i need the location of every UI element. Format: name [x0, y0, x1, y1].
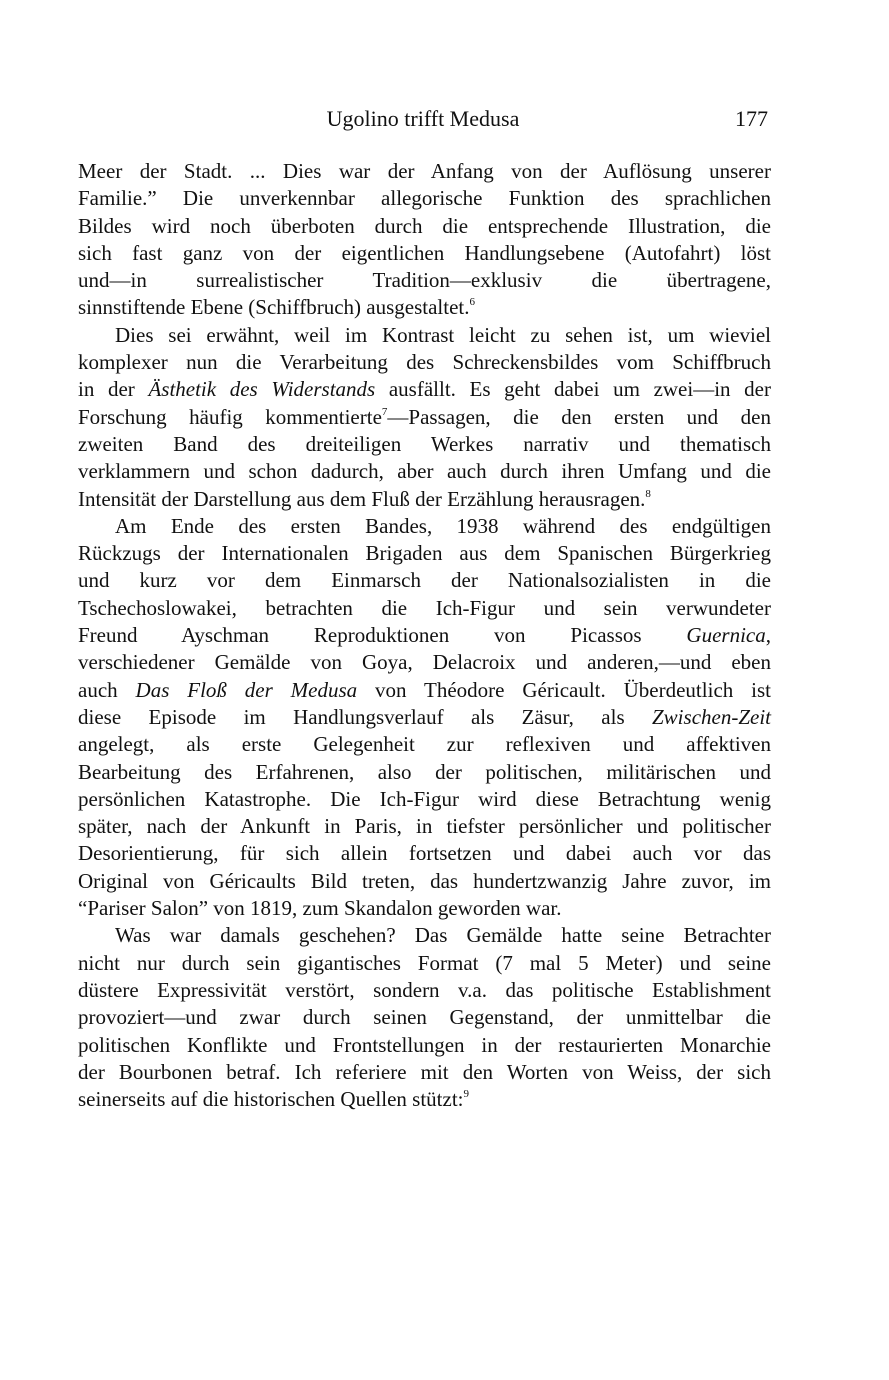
line-text: Dies sei erwähnt, weil im Kontrast leicht zu sehen ist, um wieviel — [115, 322, 771, 347]
line-text: auch — [78, 677, 136, 702]
paragraph — [78, 322, 771, 513]
page-number: 177 — [735, 106, 768, 131]
line-text: später, nach der Ankunft in Paris, in tiefster persönlicher und politischer — [78, 814, 771, 839]
footnote-marker: 6 — [469, 296, 475, 309]
text-line — [78, 458, 771, 485]
line-text: Forschung häufig kommentierte — [78, 404, 382, 429]
text-line — [78, 322, 771, 349]
text-line — [78, 622, 771, 649]
footnote-marker: 9 — [463, 1088, 469, 1101]
text-line — [78, 731, 771, 758]
text-line — [78, 813, 771, 840]
line-text: provoziert—und zwar durch seinen Gegenstand, der unmittelbar die — [78, 1005, 771, 1030]
text-line — [78, 376, 771, 403]
text-line — [78, 486, 771, 513]
italic-title: Guernica — [686, 623, 766, 648]
line-text: diese Episode im Handlungsverlauf als Zäsur, als — [78, 704, 652, 729]
line-text: nicht nur durch sein gigantisches Format (7 mal 5 Meter) und seine — [78, 950, 771, 975]
line-text: in der — [78, 377, 149, 402]
text-line — [78, 513, 771, 540]
line-text: von Théodore Géricault. Überdeutlich ist — [357, 677, 771, 702]
text-line — [78, 922, 771, 949]
line-text: der Bourbonen betraf. Ich referiere mit den Worten von Weiss, der sich — [78, 1059, 771, 1084]
text-line — [78, 868, 771, 895]
text-line — [78, 404, 771, 431]
line-text: sich fast ganz von der eigentlichen Handlungsebene (Autofahrt) löst — [78, 240, 771, 265]
footnote-marker: 8 — [645, 487, 651, 500]
line-text: angelegt, als erste Gelegenheit zur reflexiven und affektiven — [78, 732, 771, 757]
line-text: , — [765, 623, 771, 648]
footnote-marker: 7 — [381, 405, 388, 418]
paragraph — [78, 158, 771, 322]
text-line — [78, 294, 771, 321]
line-text: ausfällt. Es geht dabei um zwei—in der — [375, 377, 771, 402]
line-text: und kurz vor dem Einmarsch der Nationalsozialisten in die — [78, 568, 771, 593]
text-line — [78, 1004, 771, 1031]
text-line — [78, 950, 771, 977]
text-line — [78, 786, 771, 813]
text-line — [78, 349, 771, 376]
line-text: Bearbeitung des Erfahrenen, also der politischen, militärischen und — [78, 759, 771, 784]
text-line — [78, 677, 771, 704]
text-line — [78, 1059, 771, 1086]
text-line — [78, 431, 771, 458]
line-text: und—in surrealistischer Tradition—exklusiv die übertragene, — [78, 268, 771, 293]
italic-title: Ästhetik des Widerstands — [148, 377, 376, 402]
text-line — [78, 840, 771, 867]
line-text: Am Ende des ersten Bandes, 1938 während des endgültigen — [115, 513, 771, 538]
running-header — [78, 104, 768, 134]
line-text: seinerseits auf die historischen Quellen stützt: — [78, 1087, 464, 1112]
line-text: Original von Géricaults Bild treten, das hundertzwanzig Jahre zuvor, im — [78, 868, 771, 893]
line-text: Familie.” Die unverkennbar allegorische Funktion des sprachlichen — [78, 186, 771, 211]
italic-title: Das Floß der Medusa — [135, 677, 358, 702]
line-text: zweiten Band des dreiteiligen Werkes narrativ und thematisch — [78, 431, 771, 456]
text-line — [78, 759, 771, 786]
line-text: düstere Expressivität verstört, sondern v.a. das politische Establishment — [78, 977, 771, 1002]
text-line — [78, 267, 771, 294]
line-text: Meer der Stadt. ... Dies war der Anfang von der Auflösung unserer — [78, 159, 771, 183]
text-line — [78, 567, 771, 594]
line-text: sinnstiftende Ebene (Schiffbruch) ausgestaltet. — [78, 295, 470, 320]
text-line — [78, 185, 771, 212]
line-text: Bildes wird noch überboten durch die entsprechende Illustration, die — [78, 213, 771, 238]
line-text: verklammern und schon dadurch, aber auch durch ihren Umfang und die — [78, 459, 771, 484]
text-line — [78, 213, 771, 240]
text-line — [78, 704, 771, 731]
line-text: Desorientierung, für sich allein fortsetzen und dabei auch vor das — [78, 841, 771, 866]
line-text: Intensität der Darstellung aus dem Fluß der Erzählung herausragen. — [78, 486, 646, 511]
line-text: “Pariser Salon” von 1819, zum Skandalon geworden war. — [78, 896, 562, 921]
line-text: verschiedener Gemälde von Goya, Delacroix und anderen,—und eben — [78, 650, 771, 675]
line-text: persönlichen Katastrophe. Die Ich-Figur wird diese Betrachtung wenig — [78, 786, 771, 811]
line-text: Was war damals geschehen? Das Gemälde hatte seine Betrachter — [115, 923, 771, 948]
line-text: Tschechoslowakei, betrachten die Ich-Figur und sein verwundeter — [78, 595, 771, 620]
text-line — [78, 595, 771, 622]
body-text — [78, 158, 771, 1113]
text-line — [78, 977, 771, 1004]
line-text: politischen Konflikte und Frontstellungen in der restaurierten Monarchie — [78, 1032, 771, 1057]
paragraph — [78, 922, 771, 1113]
text-line — [78, 1086, 771, 1113]
italic-title: Zwischen-Zeit — [652, 704, 771, 729]
text-line — [78, 540, 771, 567]
text-line — [78, 158, 771, 185]
line-text: Freund Ayschman Reproduktionen von Picassos — [78, 623, 687, 648]
line-text: komplexer nun die Verarbeitung des Schreckensbildes vom Schiffbruch — [78, 350, 771, 375]
text-line — [78, 895, 771, 922]
text-line — [78, 240, 771, 267]
line-text: —Passagen, die den ersten und den — [387, 404, 771, 429]
running-title: Ugolino trifft Medusa — [326, 106, 520, 131]
paragraph — [78, 513, 771, 922]
text-line — [78, 1032, 771, 1059]
line-text: Rückzugs der Internationalen Brigaden aus dem Spanischen Bürgerkrieg — [78, 541, 771, 566]
text-line — [78, 649, 771, 676]
